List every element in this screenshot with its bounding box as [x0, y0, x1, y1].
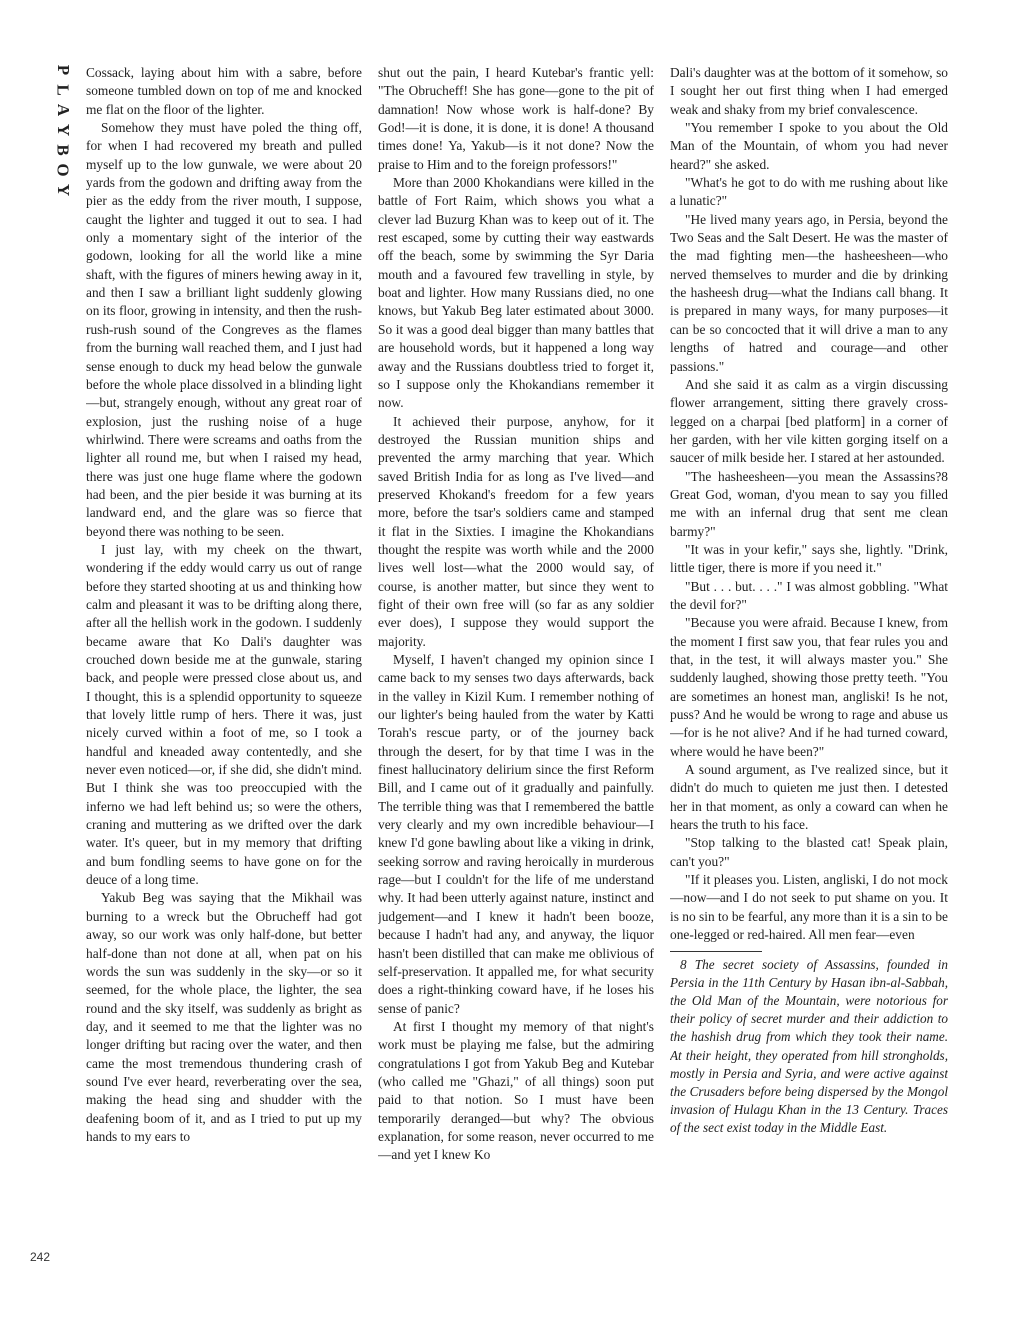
- paragraph: Dali's daughter was at the bottom of it somehow, so I sought her out first thing when I had emerged weak and shaky from my brief convalescence.: [670, 65, 948, 117]
- magazine-masthead: [52, 60, 74, 200]
- paragraph: "Because you were afraid. Because I knew, from the moment I first saw you, that fear rules you and that, in the test, it will always master you." She suddenly laughed, showing those pretty teeth. "You are sometimes an honest man, angliski! Is he not, puss? And he would be wrong to rage and abuse us—for is he not alive? And if he had turned coward, where would he have been?": [670, 615, 948, 759]
- paragraph: "Stop talking to the blasted cat! Speak plain, can't you?": [670, 835, 948, 869]
- masthead-letter: O: [53, 163, 73, 177]
- paragraph: "It was in your kefir," says she, lightly. "Drink, little tiger, there is more if you need it.": [670, 541, 948, 576]
- paragraph: Cossack, laying about him with a sabre, before someone tumbled down on top of me and knocked me flat on the floor of the lighter.: [86, 65, 362, 117]
- masthead-letter: Y: [54, 183, 73, 197]
- masthead-letter: Y: [54, 123, 73, 137]
- paragraph: "What's he got to do with me rushing about like a lunatic?": [670, 175, 948, 209]
- paragraph: At first I thought my memory of that night's work must be playing me false, but the admiring congratulations I got from Yakub Beg and Kutebar (who called me "Ghazi," of all things) soon put paid to that notion. So I must have been temporarily deranged—but why? The obvious explanation, for some reason, never occurred to me—and yet I knew Ko: [378, 1018, 654, 1163]
- paragraph: "You remember I spoke to you about the Old Man of the Mountain, of whom you had never heard?" she asked.: [670, 120, 948, 172]
- text-column-2: [378, 64, 654, 1278]
- paragraph: shut out the pain, I heard Kutebar's frantic yell: "The Obrucheff! She has gone—gone to the pit of damnation! Now whose work is half-done? By God!—it is done, it is done, it is done! A thousand times done! Ya, Yakub—is it not done? Now the praise to Him and to the foreign professors!": [378, 65, 654, 172]
- footnote-rule: [670, 951, 762, 952]
- text-column-3: [670, 64, 948, 1278]
- footnote: 8 The secret society of Assassins, founded in Persia in the 11th Century by Hasan ibn-al-Sabbah, the Old Man of the Mountain, were notorious for their policy of secret murder and their addiction to the hashish drug from which they took their name. At their height, they operated from hill strongholds, mostly in Persia and Syria, and were active against the Crusaders before being dispersed by the Mongol invasion of Hulagu Khan in the 13 Century. Traces of the sect exist today in the Middle East.: [670, 956, 948, 1136]
- paragraph: It achieved their purpose, anyhow, for it destroyed the Russian munition ships and prevented the army marching that year. Which saved British India for as long as I've lived—and preserved Khokand's freedom for a few years more, before the tsar's soldiers came and stamped it flat in the Sixties. I imagine the Khokandians thought the respite was worth while and the 2000 lives well lost—what the 2000 would say, of course, is another matter, but since they went to fight of their own free will (so far as any soldier ever does), I suppose they would support the majority.: [378, 413, 654, 649]
- paragraph: "But . . . but. . . ." I was almost gobbling. "What the devil for?": [670, 578, 948, 612]
- masthead-letter: A: [54, 103, 73, 117]
- paragraph: "The hasheesheen—you mean the Assassins?8 Great God, woman, d'you mean to say you filled me with an infernal drug that sent me clean barmy?": [670, 468, 948, 539]
- paragraph: More than 2000 Khokandians were killed in the battle of Fort Raim, which shows you what a clever lad Buzurg Khan was to keep out of it. The rest escaped, some by cutting their way eastwards off the beach, some by swimming the Syr Daria mouth and a favoured few travelling in style, by boat and lighter. How many Russians died, no one knows, but Yakub Beg later estimated about 3000. So it was a good deal bigger than many battles that are household words, but it happened a long way away and the Russians doubtless tried to forget it, so I suppose only the Khokandians remember it now.: [378, 175, 654, 411]
- masthead-letter: L: [54, 84, 73, 96]
- paragraph: "He lived many years ago, in Persia, beyond the Two Seas and the Salt Desert. He was the master of the mad fighting men—the hasheesheen—who nerved themselves to murder and die by drinking the hasheesh drug—what the Indians call bhang. It is prepared in many ways, for many purposes—it can be so concocted that it will drive a man to any lengths of hatred and courage—and other passions.": [670, 211, 948, 374]
- masthead-letter: P: [53, 64, 73, 76]
- masthead-letter: B: [54, 144, 73, 156]
- paragraph: Yakub Beg was saying that the Mikhail was burning to a wreck but the Obrucheff had got away, so our work was only half-done, but better half-done than not done at all, when pat on his words the sun was suddenly in the sky—or so it seemed, for the whole place, the lighter, the sea round and the sky itself, was suddenly as bright as day, and it seemed to me that the lighter was no longer drifting but racing over the water, and then came the most tremendous thundering crash of sound I've ever heard, reverberating over the sea, making the head sing and shudder with the deafening boom of it, and as I tried to put up my hands to my ears to: [86, 890, 362, 1144]
- page-number: 242: [30, 1250, 51, 1264]
- paragraph: Myself, I haven't changed my opinion since I came back to my senses two days afterwards, back in the valley in Kizil Kum. I remember nothing of our lighter's being hauled from the water by Katti Torah's rescue party, or of the journey back through the desert, for by that time I was in the finest hallucinatory delirium since the first Reform Bill, and I came out of it gradually and painfully. The terrible thing was that I remembered the battle very clearly and my own incredible behaviour—I knew I'd gone bawling about like a viking in drink, seeking sorrow and raving heroically in murderous rage—but I couldn't for the life of me understand why. It had been utterly against nature, instinct and judgement—and I knew it hadn't been booze, because I hadn't had any, and anyway, the liquor hasn't been distilled that can make me oblivious of self-preservation. It appalled me, for what security does a right-thinking coward have, if he loses his sense of panic?: [378, 652, 654, 1016]
- text-column-1: [86, 64, 362, 1278]
- paragraph: I just lay, with my cheek on the thwart, wondering if the eddy would carry us out of range before they started shooting at us and thinking how calm and pleasant it was to be drifting along there, after all the hellish work in the godown. I suddenly became aware that Ko Dali's daughter was crouched down beside me at the gunwale, staring back, and people were pressed close about us, and I thought, this is a splendid opportunity to squeeze that lovely little rump of hers. There it was, just nicely curved within a foot of me, so I took a handful and kneaded away contentedly, and she never even noticed—or, if she did, she didn't mind. But I think she was too preoccupied with the inferno we had left behind us; so were the others, craning and muttering as we drifted over the dark water. It's queer, but in my memory that drifting and bum fondling seems to have gone on for the deuce of a long time.: [86, 541, 362, 888]
- paragraph: Somehow they must have poled the thing off, for when I had recovered my breath and pulled myself up to the low gunwale, we were about 20 yards from the godown and drifting away from the pier as the eddy from the river mouth, I suppose, caught the lighter and tugged it out to sea. I had only a momentary sight of the interior of the godown, looking for all the world like a mine shaft, with the figures of miners hewing away in it, and then I saw a brilliant light suddenly glowing on its floor, growing in intensity, and then the rush-rush-rush sound of the Congreves as the flames from the burning wall reached them, and I just had sense enough to duck my head below the gunwale before the whole place dissolved in a blinding light—but, strangely enough, without any great roar of explosion, just the rushing noise of a huge whirlwind. There were screams and oaths from the lighter all round me, but when I raised my head, there was just one huge flame where the godown had been, and the pier beside it was burning at its landward end, and the glare was so fierce that beyond there was nothing to be seen.: [86, 120, 362, 539]
- paragraph: And she said it as calm as a virgin discussing flower arrangement, sitting there gravely cross-legged on a charpai [bed platform] in a corner of her garden, with her vile kitten gorging itself on a saucer of milk beside her. I stared at her astounded.: [670, 376, 948, 466]
- paragraph: "If it pleases you. Listen, angliski, I do not mock—now—and I do not seek to put shame on you. It is no sin to be fearful, any more than it is a sin to be one-legged or red-haired. All men fear—even: [670, 872, 948, 943]
- paragraph: A sound argument, as I've realized since, but it didn't do much to quieten me just then. I detested her in that moment, as only a coward can when he hears the truth to his face.: [670, 762, 948, 833]
